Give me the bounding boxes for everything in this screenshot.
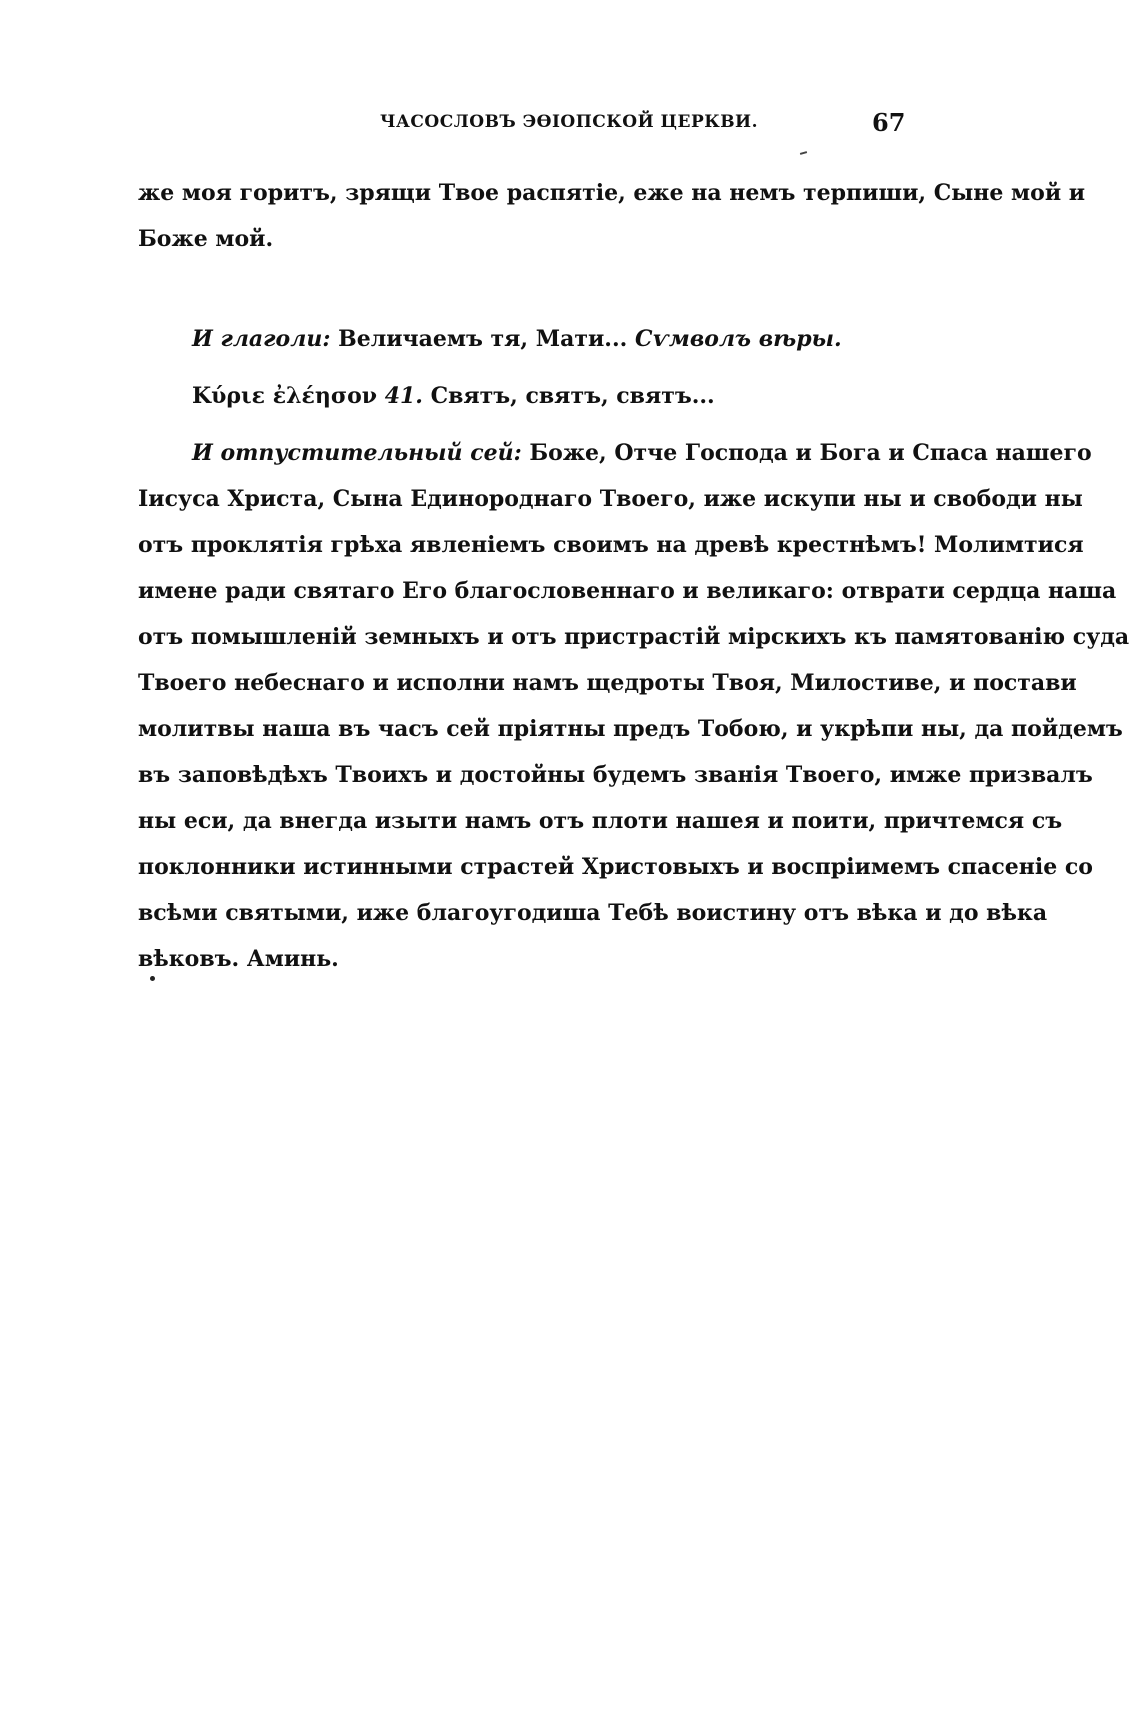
running-title: ЧАСОСЛОВЪ ЭѲІОПСКОЙ ЦЕРКВИ. xyxy=(380,112,759,132)
text-line: Твоего небеснаго и исполни намъ щедроты Твоя, Милостиве, и постави xyxy=(138,670,1077,696)
rubric-text: Сѵмволъ вѣры. xyxy=(634,326,842,352)
text-line xyxy=(138,373,908,419)
body-text: Святъ, святъ, святъ... xyxy=(422,383,715,409)
page-number: 67 xyxy=(872,108,906,137)
text-line: отъ помышленій земныхъ и отъ пристрастій мірскихъ къ памятованію суда xyxy=(138,624,1130,650)
paragraph-kyrie xyxy=(138,373,908,419)
text-line: имене ради святаго Его благословеннаго и великаго: отврати сердца наша xyxy=(138,578,1117,604)
text-line: въ заповѣдѣхъ Твоихъ и достойны будемъ званія Твоего, имже призвалъ xyxy=(138,762,1093,788)
body-text: Боже, Отче Господа и Бога и Спаса нашего xyxy=(521,440,1092,466)
greek-text: Κύριε ἐλέησον xyxy=(192,383,378,409)
rubric-text: И отпустительный сей: xyxy=(192,440,522,466)
text-line xyxy=(138,430,1092,476)
text-line: Іисуса Христа, Сына Единороднаго Твоего, иже искупи ны и свободи ны xyxy=(138,486,1083,512)
text-line: всѣми святыми, иже благоугодиша Тебѣ воистину отъ вѣка и до вѣка xyxy=(138,900,1048,926)
text-line xyxy=(138,316,908,362)
text-line: отъ проклятія грѣха явленіемъ своимъ на древѣ крестнѣмъ! Молимтися xyxy=(138,532,1084,558)
body-text: Величаемъ тя, Мати... xyxy=(330,326,635,352)
paragraph-dismissal-prayer xyxy=(138,430,1130,982)
text-line: молитвы наша въ часъ сей пріятны предъ Тобою, и укрѣпи ны, да пойдемъ xyxy=(138,716,1123,742)
paragraph-rubric-magnificat xyxy=(138,316,908,362)
text-line: же моя горитъ, зрящи Твое распятіе, еже на немъ терпиши, Сыне мой и xyxy=(138,180,1086,206)
text-line: ны еси, да внегда изыти намъ отъ плоти нашея и поити, причтемся съ xyxy=(138,808,1063,834)
rubric-text: И глаголи: xyxy=(192,326,331,352)
text-line: Боже мой. xyxy=(138,226,274,252)
print-dot xyxy=(150,976,155,981)
number-text: 41. xyxy=(377,383,423,409)
text-line: вѣковъ. Аминь. xyxy=(138,946,339,972)
print-speck xyxy=(800,151,807,155)
text-line: поклонники истинными страстей Христовыхъ и воспріимемъ спасеніе со xyxy=(138,854,1093,880)
paragraph-continuation xyxy=(138,170,1086,262)
